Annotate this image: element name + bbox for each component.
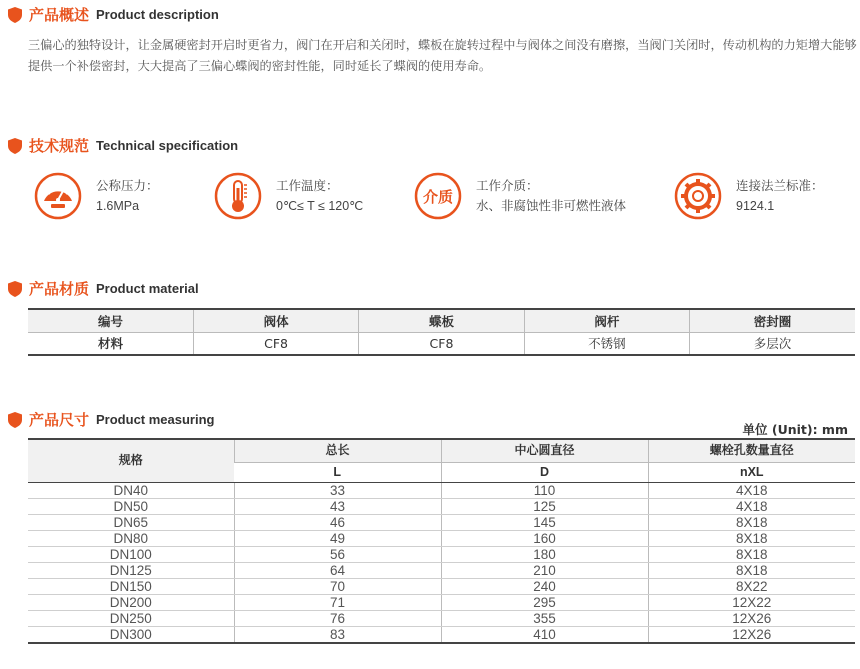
table-cell: 43 bbox=[234, 498, 441, 514]
table-cell: DN125 bbox=[28, 562, 234, 578]
table-cell: 410 bbox=[441, 626, 648, 643]
measure-header-cell: 总长 bbox=[234, 439, 441, 462]
section-title-en: Product material bbox=[96, 281, 199, 296]
table-row bbox=[28, 610, 855, 626]
unit-label: 单位 (Unit): mm bbox=[742, 422, 848, 437]
medium-icon-text: 介质 bbox=[422, 188, 454, 206]
table-cell: DN40 bbox=[28, 482, 234, 498]
spec-label: 公称压力： bbox=[96, 178, 159, 193]
spec-item-pressure bbox=[34, 172, 159, 220]
table-row bbox=[28, 626, 855, 643]
table-cell: 8X18 bbox=[648, 562, 855, 578]
thermometer-icon bbox=[214, 172, 262, 220]
table-cell: 70 bbox=[234, 578, 441, 594]
material-cell: 多层次 bbox=[690, 332, 855, 355]
spec-value: 0℃≤ T ≤ 120℃ bbox=[276, 199, 364, 213]
material-header-cell: 密封圈 bbox=[690, 309, 855, 332]
table-cell: 110 bbox=[441, 482, 648, 498]
measure-spec-header: 规格 bbox=[28, 439, 234, 482]
material-header-cell: 蝶板 bbox=[359, 309, 524, 332]
table-cell: 64 bbox=[234, 562, 441, 578]
table-cell: 46 bbox=[234, 514, 441, 530]
table-cell: DN65 bbox=[28, 514, 234, 530]
material-cell: 不锈钢 bbox=[524, 332, 689, 355]
table-cell: 240 bbox=[441, 578, 648, 594]
table-row bbox=[28, 578, 855, 594]
table-cell: 8X22 bbox=[648, 578, 855, 594]
section-header-technical bbox=[8, 135, 238, 156]
measure-table bbox=[28, 438, 855, 644]
table-cell: 12X22 bbox=[648, 594, 855, 610]
table-cell: DN100 bbox=[28, 546, 234, 562]
material-header-cell: 阀杆 bbox=[524, 309, 689, 332]
product-description-text: 三偏心的独特设计，让金属硬密封开启时更省力，阀门在开启和关闭时，蝶板在旋转过程中与阀体之间没有磨擦，当阀门关闭时，传动机构的力矩增大能够提供一个补偿密封，大大提高了三偏心蝶阀的密封性能，同时延长了蝶阀的使用寿命。 bbox=[28, 38, 857, 73]
spec-value: 水、非腐蚀性非可燃性液体 bbox=[476, 199, 627, 213]
section-header-material bbox=[8, 278, 199, 299]
table-cell: 180 bbox=[441, 546, 648, 562]
shield-icon bbox=[8, 281, 22, 297]
material-row bbox=[28, 332, 855, 355]
shield-icon bbox=[8, 412, 22, 428]
spec-value: 9124.1 bbox=[736, 199, 775, 213]
table-row bbox=[28, 514, 855, 530]
section-title-cn: 产品概述 bbox=[29, 6, 90, 24]
table-cell: 8X18 bbox=[648, 546, 855, 562]
table-row bbox=[28, 594, 855, 610]
spec-label: 工作温度： bbox=[276, 178, 339, 193]
table-cell: DN300 bbox=[28, 626, 234, 643]
measure-header-row bbox=[28, 439, 855, 462]
table-cell: DN150 bbox=[28, 578, 234, 594]
table-cell: 49 bbox=[234, 530, 441, 546]
table-cell: 4X18 bbox=[648, 482, 855, 498]
section-title-cn: 产品尺寸 bbox=[29, 411, 90, 429]
spec-item-flange bbox=[674, 172, 824, 220]
section-title-en: Technical specification bbox=[96, 138, 239, 153]
spec-item-temperature bbox=[214, 172, 363, 220]
material-cell: CF8 bbox=[193, 332, 358, 355]
table-cell: 8X18 bbox=[648, 514, 855, 530]
table-cell: 83 bbox=[234, 626, 441, 643]
material-cell: 材料 bbox=[28, 332, 193, 355]
table-cell: 210 bbox=[441, 562, 648, 578]
material-header-cell: 阀体 bbox=[193, 309, 358, 332]
table-row bbox=[28, 546, 855, 562]
medium-icon bbox=[414, 172, 462, 220]
table-row bbox=[28, 482, 855, 498]
table-row bbox=[28, 498, 855, 514]
table-cell: 71 bbox=[234, 594, 441, 610]
flange-gear-icon bbox=[674, 172, 722, 220]
table-cell: DN80 bbox=[28, 530, 234, 546]
table-cell: 125 bbox=[441, 498, 648, 514]
measure-symbol-cell: D bbox=[441, 462, 648, 482]
table-cell: 355 bbox=[441, 610, 648, 626]
measure-header-cell: 螺栓孔数量直径 bbox=[648, 439, 855, 462]
section-title-en: Product description bbox=[96, 7, 219, 22]
table-cell: 12X26 bbox=[648, 626, 855, 643]
material-cell: CF8 bbox=[359, 332, 524, 355]
measure-symbol-cell: nXL bbox=[648, 462, 855, 482]
table-cell: 76 bbox=[234, 610, 441, 626]
table-cell: DN250 bbox=[28, 610, 234, 626]
table-cell: 160 bbox=[441, 530, 648, 546]
table-row bbox=[28, 562, 855, 578]
spec-value: 1.6MPa bbox=[96, 199, 140, 213]
section-header-measuring bbox=[8, 409, 214, 430]
material-table bbox=[28, 308, 855, 356]
table-cell: 145 bbox=[441, 514, 648, 530]
section-title-cn: 产品材质 bbox=[29, 280, 90, 298]
table-cell: 8X18 bbox=[648, 530, 855, 546]
table-cell: 4X18 bbox=[648, 498, 855, 514]
measure-header-cell: 中心圆直径 bbox=[441, 439, 648, 462]
spec-item-medium bbox=[414, 172, 626, 220]
shield-icon bbox=[8, 138, 22, 154]
table-cell: DN50 bbox=[28, 498, 234, 514]
material-header-row bbox=[28, 309, 855, 332]
table-cell: 56 bbox=[234, 546, 441, 562]
table-cell: 12X26 bbox=[648, 610, 855, 626]
section-title-cn: 技术规范 bbox=[29, 137, 90, 155]
table-cell: 33 bbox=[234, 482, 441, 498]
spec-label: 连接法兰标准： bbox=[736, 178, 824, 193]
table-cell: 295 bbox=[441, 594, 648, 610]
section-header-description bbox=[8, 4, 219, 25]
table-row bbox=[28, 530, 855, 546]
table-cell: DN200 bbox=[28, 594, 234, 610]
pressure-gauge-icon bbox=[34, 172, 82, 220]
material-header-cell: 编号 bbox=[28, 309, 193, 332]
section-title-en: Product measuring bbox=[96, 412, 215, 427]
shield-icon bbox=[8, 7, 22, 23]
measure-symbol-cell: L bbox=[234, 462, 441, 482]
spec-label: 工作介质： bbox=[476, 178, 539, 193]
